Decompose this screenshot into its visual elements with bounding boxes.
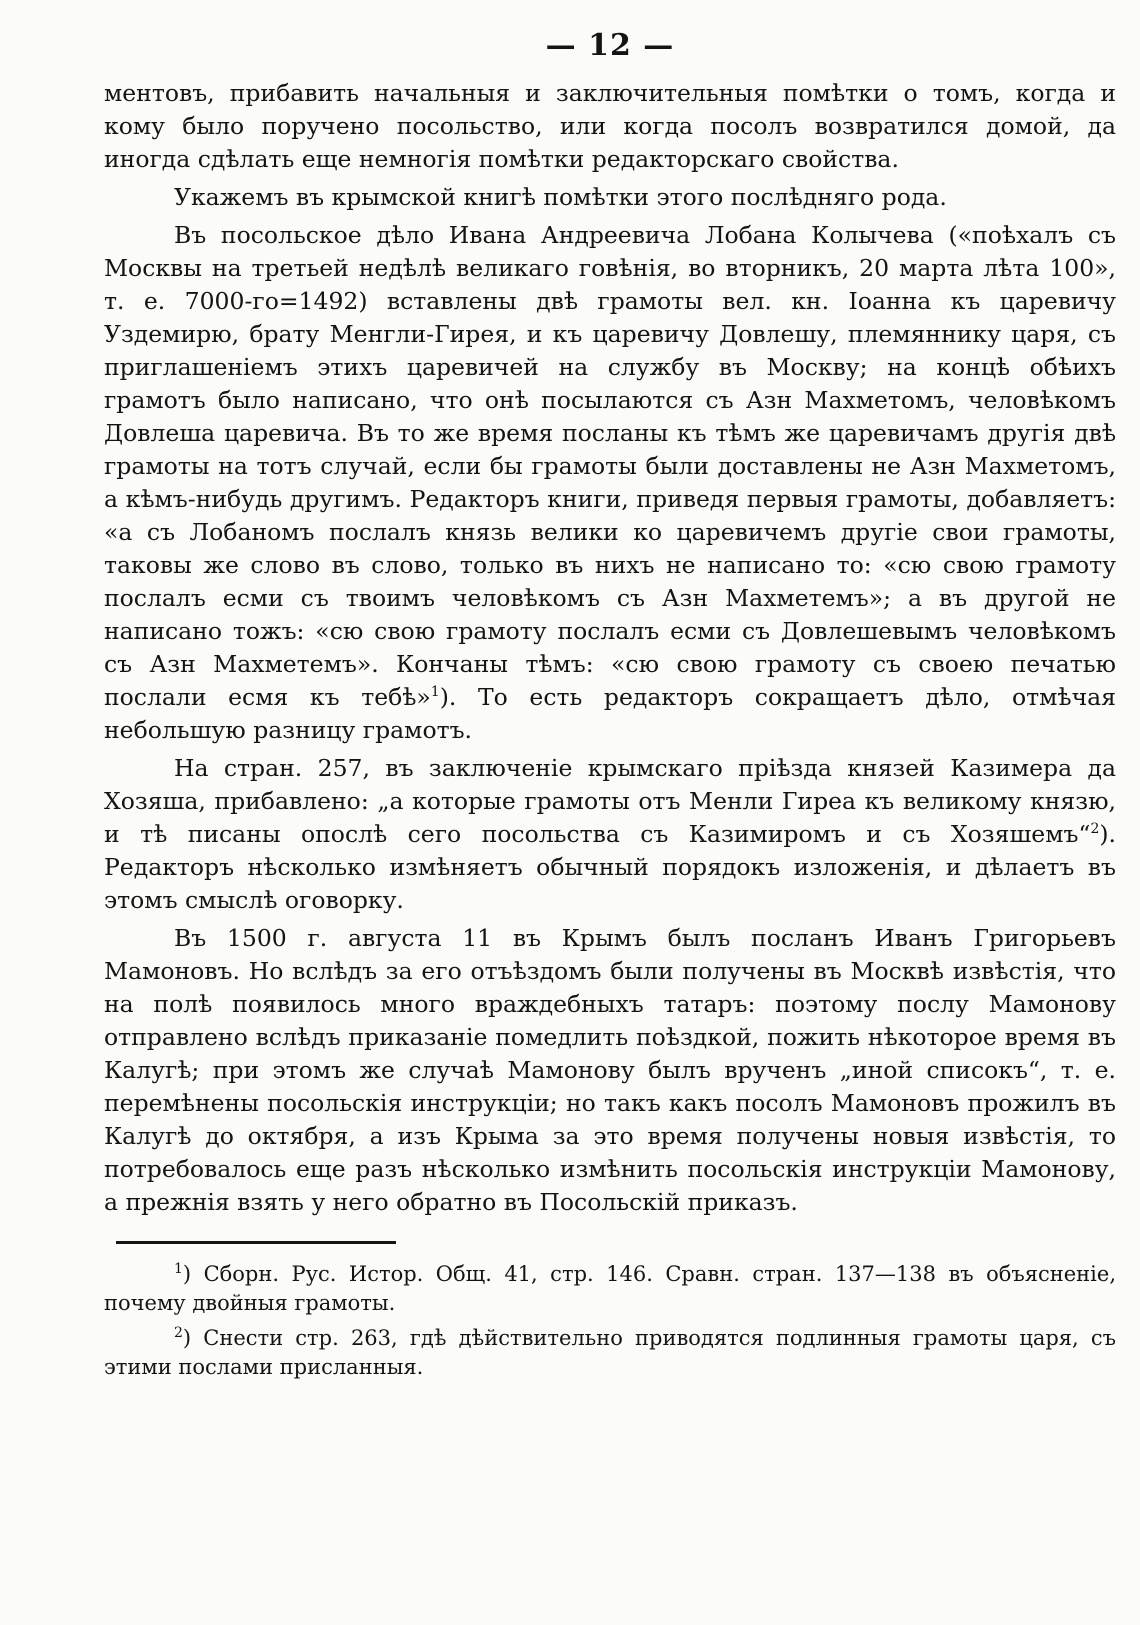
footnotes: [104, 1260, 1116, 1382]
footnote-reference[interactable]: 1: [430, 684, 440, 701]
body-text: [104, 77, 1116, 1219]
footnote-text: ) Снести стр. 263, гдѣ дѣйствительно приводятся подлинныя грамоты царя, съ этими послами присланныя.: [104, 1326, 1116, 1379]
page-number: — 12 —: [545, 28, 675, 63]
paragraph: Укажемъ въ крымской книгѣ помѣтки этого послѣдняго рода.: [174, 183, 947, 211]
paragraph-continuation: ментовъ, прибавить начальныя и заключительныя помѣтки о томъ, когда и кому было поручено посольство, или когда посолъ возвратился домой, да иногда сдѣлать еще немногія помѣтки редакторскаго свойства.: [104, 79, 1116, 173]
footnote: [104, 1260, 1116, 1318]
footnote-separator: [116, 1241, 396, 1244]
footnote: [104, 1324, 1116, 1382]
paragraph-text: ). То есть редакторъ сокращаетъ дѣло, отмѣчая небольшую разницу грамотъ.: [104, 683, 1116, 744]
footnote-mark: 1: [174, 1261, 183, 1277]
footnote-mark: 2: [174, 1325, 183, 1341]
paragraph: Въ 1500 г. августа 11 въ Крымъ былъ посланъ Иванъ Григорьевъ Мамоновъ. Но вслѣдъ за его отъѣздомъ были получены въ Москвѣ извѣстія, что на полѣ появилось много враждебныхъ татаръ: поэтому послу Мамонову отправлено вслѣдъ приказаніе помедлить поѣздкой, пожить нѣкоторое время въ Калугѣ; при этомъ же случаѣ Мамонову былъ врученъ „иной списокъ“, т. е. перемѣнены посольскія инструкціи; но такъ какъ посолъ Мамоновъ прожилъ въ Калугѣ до октября, а изъ Крыма за это время получены новыя извѣстія, то потребовалось еще разъ нѣсколько измѣнить посольскія инструкціи Мамонову, а прежнія взять у него обратно въ Посольскій приказъ.: [104, 924, 1116, 1216]
paragraph-text: Въ посольское дѣло Ивана Андреевича Лобана Колычева («поѣхалъ съ Москвы на третьей недѣлѣ великаго говѣнія, во вторникъ, 20 марта лѣта 100», т. е. 7000-го=1492) вставлены двѣ грамоты вел. кн. Іоанна къ царевичу Уздемирю, брату Менгли-Гирея, и къ царевичу Довлешу, племяннику царя, съ приглашеніемъ этихъ царевичей на службу въ Москву; на концѣ обѣихъ грамотъ было написано, что онѣ посылаются съ Азн Махметомъ, человѣкомъ Довлеша царевича. Въ то же время посланы къ тѣмъ же царевичамъ другія двѣ грамоты на тотъ случай, если бы грамоты были доставлены не Азн Махметомъ, а кѣмъ-нибудь другимъ. Редакторъ книги, приведя первыя грамоты, добавляетъ: «а съ Лобаномъ послалъ князь велики ко царевичемъ другіе свои грамоты, таковы же слово въ слово, только въ нихъ не написано то: «сю свою грамоту послалъ есми съ твоимъ человѣкомъ съ Азн Махметемъ»; а въ другой не написано тожъ: «сю свою грамоту послалъ есми съ Довлешевымъ человѣкомъ съ Азн Махметемъ». Кончаны тѣмъ: «сю свою грамоту съ своею печатью послали есмя къ тебѣ»: [104, 221, 1116, 711]
paragraph: [104, 752, 1116, 917]
paragraph-text: ). Редакторъ нѣсколько измѣняетъ обычный порядокъ изложенія, и дѣлаетъ въ этомъ смыслѣ оговорку.: [104, 820, 1116, 914]
footnote-text: ) Сборн. Рус. Истор. Общ. 41, стр. 146. Сравн. стран. 137—138 въ объясненіе, почему двойныя грамоты.: [104, 1262, 1116, 1315]
paragraph-text: На стран. 257, въ заключеніе крымскаго пріѣзда князей Казимера да Хозяша, прибавлено: „а которые грамоты отъ Менли Гиреа къ великому князю, и тѣ писаны опослѣ сего посольства съ Казимиромъ и съ Хозяшемъ“: [104, 754, 1116, 848]
footnote-reference[interactable]: 2: [1090, 821, 1100, 838]
paragraph: [104, 219, 1116, 747]
